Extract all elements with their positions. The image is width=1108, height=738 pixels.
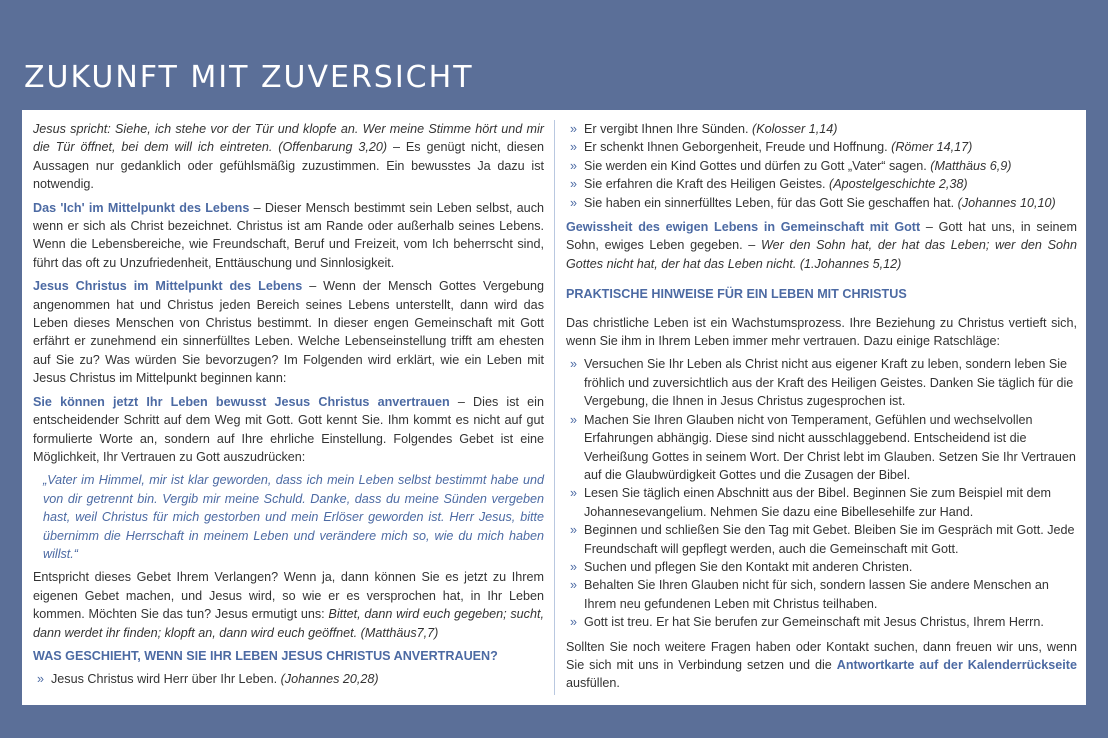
intro-paragraph [33, 120, 544, 194]
bullet-marker: » [570, 578, 578, 593]
list-item-text: Jesus Christus wird Herr über Ihr Leben. [51, 672, 281, 687]
christ-center-heading: Jesus Christus im Mittelpunkt des Lebens [33, 279, 303, 294]
list-item-text: Er vergibt Ihnen Ihre Sünden. [584, 122, 753, 136]
list-item-ref: (Matthäus 6,9) [930, 158, 1012, 173]
certainty-quote: Wer den Sohn hat, der hat das Leben; wer den Sohn Gottes nicht hat, der hat das Leben nicht. (1.Johannes 5,12) [566, 238, 1077, 271]
what-happens-list [33, 670, 544, 688]
prayer-quote: „Vater im Himmel, mir ist klar geworden, dass ich mein Leben selbst bestimmt habe und von dir getrennt bin. Vergib mir meine Schuld. Danke, dass du meine Sünden vergeben hast, weil Christus für mich gestorben und mein Erlöser geworden ist. Herr Jesus, bitte übernimm die Herrschaft in meinem Leben und verändere mich so, wie du mich haben willst.“ [43, 473, 544, 561]
list-item-text: Sie werden ein Kind Gottes und dürfen zu Gott „Vater“ sagen. [584, 158, 931, 173]
list-item [566, 613, 1077, 631]
certainty-text: – Gott hat uns, in seinem Sohn, ewiges Leben gegeben. – [566, 220, 1077, 253]
entrust-text: – Dies ist ein entscheidender Schritt auf dem Weg mit Gott. Gott kennt Sie. Ihm kommt es nicht auf gut formulierte Worte an, sondern auf Ihre ehrliche Einstellung. Folgendes Gebet ist eine Möglichkeit, Ihr Vertrauen zu Gott auszudrücken: [33, 394, 544, 464]
list-item-text: Suchen und pflegen Sie den Kontakt mit anderen Christen. [584, 559, 913, 574]
bullet-marker: » [570, 177, 578, 192]
list-item [566, 484, 1077, 521]
bullet-marker: » [570, 412, 578, 427]
page-title: ZUKUNFT MIT ZUVERSICHT [24, 60, 474, 95]
practical-intro: Das christliche Leben ist ein Wachstumsprozess. Ihre Beziehung zu Christus vertieft sich, wenn Sie ihm in Ihrem Leben immer mehr vertrauen. Dazu einige Ratschläge: [566, 315, 1077, 349]
list-item [566, 576, 1077, 613]
list-item-text: Gott ist treu. Er hat Sie berufen zur Gemeinschaft mit Jesus Christus, Ihrem Herrn. [584, 615, 1044, 630]
desire-text: Entspricht dieses Gebet Ihrem Verlangen? Wenn ja, dann können Sie es jetzt zu Ihrem eigenen Gebet machen, und Jesus wird, so wie er es versprochen hat, in Ihr Leben kommen. Möchten Sie das tun? Jesus ermutigt uns: [33, 570, 544, 622]
intro-text: – Es genügt nicht, diesen Aussagen nur gedanklich oder gefühlsmäßig zuzustimmen. Ein bewusstes Ja dazu ist notwendig. [33, 140, 544, 192]
entrust-paragraph [33, 393, 544, 467]
desire-quote: Bittet, dann wird euch gegeben; sucht, dann werdet ihr finden; klopft an, dann wird euch geöffnet. (Matthäus7,7) [33, 607, 544, 640]
intro-quote: Jesus spricht: Siehe, ich stehe vor der Tür und klopfe an. Wer meine Stimme hört und mir die Tür öffnet, bei dem will ich eintreten. (Offenbarung 3,20) [33, 122, 544, 155]
list-item-text: Sie erfahren die Kraft des Heiligen Geistes. [584, 177, 830, 192]
ego-heading: Das 'Ich' im Mittelpunkt des Lebens [33, 200, 250, 215]
promises-list [566, 120, 1077, 212]
bullet-marker: » [570, 559, 578, 574]
closing-end: ausfüllen. [566, 676, 620, 691]
entrust-heading: Sie können jetzt Ihr Leben bewusst Jesus Christus anvertrauen [33, 394, 450, 409]
list-item [566, 175, 1077, 193]
bullet-marker: » [37, 672, 45, 687]
right-column [566, 120, 1077, 698]
list-item-ref: (Kolosser 1,14) [752, 122, 838, 136]
list-item-text: Er schenkt Ihnen Geborgenheit, Freude und Hoffnung. [584, 140, 892, 155]
desire-paragraph [33, 568, 544, 642]
bullet-marker: » [570, 140, 578, 155]
list-item-ref: (Apostelgeschichte 2,38) [829, 177, 968, 192]
christ-center-text: – Wenn der Mensch Gottes Vergebung angenommen hat und Christus jeden Bereich seines Lebens unterstellt, dann wird das Leben dieses Menschen von Christus bestimmt. In dieser engen Gemeinschaft mit Gott erfährt er zunehmend ein sinnerfülltes Leben. Welche Lebenseinstellung trifft am ehesten auf Sie zu? Was würden Sie bevorzugen? Im Folgenden wird erklärt, wie ein Leben mit Jesus Christus im Mittelpunkt beginnen kann: [33, 279, 544, 386]
christ-center-paragraph [33, 277, 544, 387]
closing-paragraph [566, 638, 1077, 693]
bullet-marker: » [570, 357, 578, 372]
reply-card-link: Antwortkarte auf der Kalenderrückseite [836, 657, 1077, 672]
column-divider [554, 120, 555, 695]
list-item [566, 355, 1077, 410]
list-item-text: Sie haben ein sinnerfülltes Leben, für das Gott Sie geschaffen hat. [584, 195, 958, 210]
list-item-ref: (Römer 14,17) [891, 140, 973, 155]
list-item [566, 157, 1077, 175]
list-item-text: Machen Sie Ihren Glauben nicht von Temperament, Gefühlen und wechselvollen Erfahrungen abhängig. Diese sind nicht ausschlaggebend. Entscheidend ist die Verheißung Gottes in seinem Wort. Der Christ lebt im Glauben. Setzen Sie Ihr Vertrauen auf die Glaubwürdigkeit Gottes und die Zusagen der Bibel. [584, 412, 1076, 482]
left-column [33, 120, 544, 695]
certainty-heading: Gewissheit des ewigen Lebens in Gemeinschaft mit Gott [566, 220, 921, 235]
list-item [566, 194, 1077, 212]
bullet-marker: » [570, 523, 578, 538]
list-item-text: Beginnen und schließen Sie den Tag mit Gebet. Bleiben Sie im Gespräch mit Gott. Jede Freundschaft will gepflegt werden, auch die Gemeinschaft mit Gott. [584, 523, 1075, 556]
ego-paragraph [33, 199, 544, 273]
bullet-marker: » [570, 486, 578, 501]
certainty-paragraph [566, 218, 1077, 273]
tips-list [566, 355, 1077, 631]
list-item [566, 521, 1077, 558]
list-item-ref: (Johannes 10,10) [957, 195, 1056, 210]
list-item-ref: (Johannes 20,28) [280, 672, 379, 687]
what-happens-heading: WAS GESCHIEHT, WENN SIE IHR LEBEN JESUS CHRISTUS ANVERTRAUEN? [33, 648, 498, 663]
bullet-marker: » [570, 122, 578, 136]
content-panel [22, 110, 1086, 705]
bullet-marker: » [570, 615, 578, 630]
list-item [566, 120, 1077, 138]
bullet-marker: » [570, 195, 578, 210]
list-item [566, 558, 1077, 576]
bullet-marker: » [570, 158, 578, 173]
practical-heading: PRAKTISCHE HINWEISE FÜR EIN LEBEN MIT CHRISTUS [566, 287, 907, 302]
list-item [566, 411, 1077, 485]
closing-text: Sollten Sie noch weitere Fragen haben oder Kontakt suchen, dann freuen wir uns, wenn Sie sich mit uns in Verbindung setzen und die [566, 639, 1077, 672]
list-item [566, 138, 1077, 156]
ego-text: – Dieser Mensch bestimmt sein Leben selbst, auch wenn er sich als Christ bezeichnet. Christus ist am Rande oder außerhalb seines Lebens. Wenn die Lebensbereiche, wie Freundschaft, Beruf und Freizeit, vom Ich beherrscht sind, führt das oft zu Unzufriedenheit, Enttäuschung und Sinnlosigkeit. [33, 200, 544, 270]
list-item-text: Lesen Sie täglich einen Abschnitt aus der Bibel. Beginnen Sie zum Beispiel mit dem Johannesevangelium. Nehmen Sie dazu eine Bibellesehilfe zur Hand. [584, 486, 1051, 519]
list-item-text: Versuchen Sie Ihr Leben als Christ nicht aus eigener Kraft zu leben, sondern leben Sie fröhlich und zuversichtlich aus der Kraft des Heiligen Geistes. Danken Sie täglich für die Vergebung, die Ihnen in Jesus Christus zugesprochen ist. [584, 357, 1074, 409]
list-item [33, 670, 544, 688]
list-item-text: Behalten Sie Ihren Glauben nicht für sich, sondern lassen Sie andere Menschen an Ihrem neu gefundenen Leben mit Christus teilhaben. [584, 578, 1049, 611]
